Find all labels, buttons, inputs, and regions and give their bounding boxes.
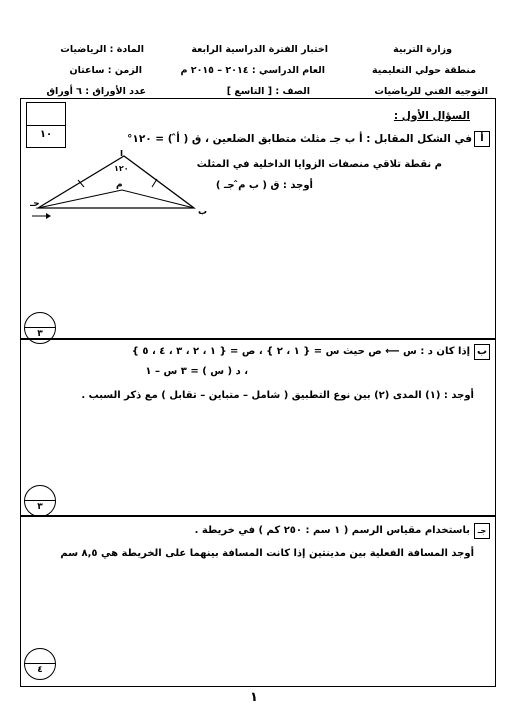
- time-label: الزمن : ساعتان: [69, 65, 142, 76]
- part-b-line3: أوجد : (١) المدى (٢) بين نوع التطبيق ( شامل – متباين – تقابل ) مع ذكر السبب .: [81, 390, 474, 401]
- exam-title: اختبار الفترة الدراسية الرابعة: [191, 44, 328, 55]
- part-b-line1: إذا كان د : س ⟵ ص حيث س = { ١ ، ٢ } ، ص = { ١ ، ٢ ، ٣ ، ٤ ، ٥ }: [131, 346, 470, 357]
- part-a-mark-divider: [25, 327, 55, 328]
- bisector-b: [122, 190, 194, 208]
- grade-label: الصف : [ التاسع ]: [226, 86, 310, 97]
- separator-1: [20, 338, 496, 340]
- part-c-line2: أوجد المسافة الفعلية بين مدينتين إذا كانت المسافة بينهما على الخريطة هي ٨,٥ سم: [60, 548, 474, 559]
- part-b-mark-value: ٣: [37, 502, 43, 512]
- part-b-mark: [24, 485, 56, 517]
- section-title: السؤال الأول :: [393, 110, 470, 122]
- triangle-figure: [30, 150, 220, 222]
- question-score-box: [26, 102, 66, 148]
- vertex-a-label: أ: [120, 150, 124, 159]
- center-m-label: م: [116, 180, 123, 190]
- part-b-line2: ، د ( س ) = ٣ س – ١: [145, 366, 248, 377]
- part-a-line1: في الشكل المقابل : أ ب جـ مثلث متطابق الضلعين ، ق ( أ̂ ) = ١٢٠°: [127, 133, 472, 145]
- academic-year: العام الدراسي : ٢٠١٤ – ٢٠١٥ م: [180, 65, 325, 76]
- zone-label: منطقة حولي التعليمية: [371, 65, 476, 76]
- part-a-mark-value: ٣: [37, 329, 43, 339]
- part-b-label: ب: [474, 344, 490, 360]
- angle-120-label: ١٢٠: [114, 164, 129, 173]
- pages-label: عدد الأوراق : ٦ أوراق: [46, 86, 146, 97]
- subject-label: المادة : الرياضيات: [60, 44, 144, 55]
- page-number: ١: [250, 690, 258, 705]
- ministry-label: وزارة التربية: [393, 44, 452, 55]
- tick-right: [152, 179, 157, 187]
- part-a-line2: م نقطة تلاقي منصفات الزوايا الداخلية في المثلث: [196, 159, 442, 170]
- bisector-c: [38, 190, 122, 208]
- arrow-left-head: [46, 213, 51, 219]
- part-c-label: جـ: [474, 523, 490, 539]
- part-a-label: أ: [474, 131, 490, 147]
- vertex-b-label: ب: [198, 207, 208, 217]
- part-c-mark: [24, 648, 56, 680]
- part-a-line3: أوجد : ق ( ب م̂ جـ ): [215, 180, 313, 191]
- vertex-c-label: جـ: [30, 199, 40, 209]
- score-total: ١٠: [39, 129, 53, 140]
- part-c-mark-value: ٤: [37, 665, 43, 675]
- part-c-line1: باستخدام مقياس الرسم ( ١ سم : ٢٥٠ كم ) في خريطة .: [194, 525, 470, 536]
- part-b-mark-divider: [25, 500, 55, 501]
- part-c-mark-divider: [25, 663, 55, 664]
- separator-2: [20, 515, 496, 517]
- guidance-label: التوجيه الفني للرياضيات: [374, 86, 488, 97]
- score-divider: [27, 125, 65, 126]
